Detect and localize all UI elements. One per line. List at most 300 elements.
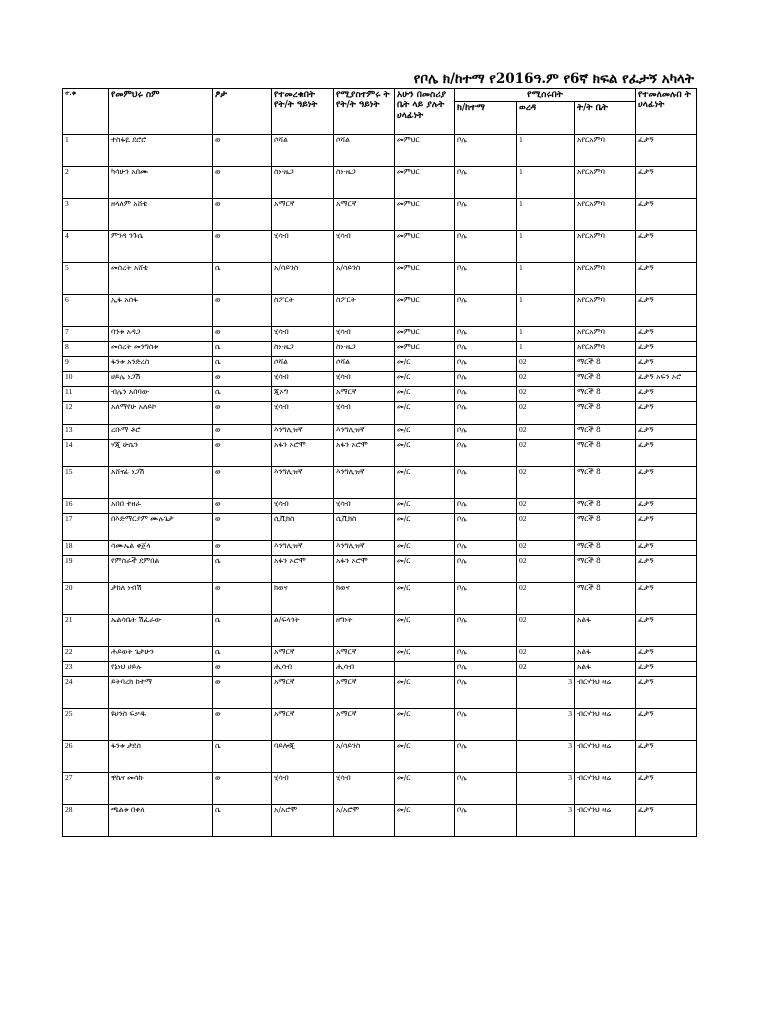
cell-no: 10 (63, 372, 109, 387)
cell-subcity: ቦሌ (455, 499, 517, 514)
cell-no: 11 (63, 387, 109, 402)
cell-current-role: መ/ር (395, 583, 455, 615)
cell-subcity: ቦሌ (455, 167, 517, 199)
cell-no: 28 (63, 805, 109, 837)
cell-school: ማርች 8 (575, 514, 636, 541)
table-row (63, 709, 697, 741)
cell-no: 8 (63, 342, 109, 357)
cell-trained-subject: እንግሊዝኛ (272, 541, 334, 556)
cell-teaching-subject: አ/ሳይንስ (334, 741, 395, 773)
assignment-table (62, 88, 697, 837)
cell-school: ማርች 8 (575, 357, 636, 372)
cell-woreda: 02 (517, 615, 575, 647)
cell-trained-subject: ሂሳብ (272, 372, 334, 387)
cell-school: ብርሃንህ ዛሬ (575, 709, 636, 741)
cell-assigned-role: ፈታኝ (636, 135, 697, 167)
table-row (63, 357, 697, 372)
cell-woreda: 02 (517, 440, 575, 467)
cell-name: መሰረት መንግስቱ (109, 342, 213, 357)
cell-assigned-role: ፈታኝ (636, 805, 697, 837)
table-row (63, 263, 697, 295)
cell-woreda: 1 (517, 263, 575, 295)
cell-current-role: መ/ር (395, 773, 455, 805)
cell-teaching-subject: ዘግነት (334, 615, 395, 647)
cell-teaching-subject: እንግሊዝኛ (334, 541, 395, 556)
cell-woreda: 02 (517, 647, 575, 662)
cell-current-role: መ/ር (395, 440, 455, 467)
table-row (63, 425, 697, 440)
cell-current-role: መ/ር (395, 499, 455, 514)
cell-school: ብርሃንህ ዛሬ (575, 677, 636, 709)
table-row (63, 583, 697, 615)
header-sex: ፆታ (213, 89, 272, 135)
cell-current-role: መ/ር (395, 647, 455, 662)
cell-woreda: 1 (517, 167, 575, 199)
cell-no: 15 (63, 467, 109, 499)
cell-current-role: መምህር (395, 263, 455, 295)
cell-name: ሳሙኤል ቀጄላ (109, 541, 213, 556)
header-name: የመምህሩ ስም (109, 89, 213, 135)
cell-sex: ወ (213, 402, 272, 425)
cell-sex: ሴ (213, 342, 272, 357)
cell-teaching-subject: አ/አሮሞ (334, 805, 395, 837)
cell-trained-subject: አፋን ኦሮሞ (272, 440, 334, 467)
cell-subcity: ቦሌ (455, 372, 517, 387)
cell-subcity: ቦሌ (455, 342, 517, 357)
cell-assigned-role: ፈታኝ (636, 499, 697, 514)
cell-assigned-role: ፈታኝ (636, 263, 697, 295)
cell-school: ብርሃንህ ዛሬ (575, 773, 636, 805)
cell-sex: ወ (213, 773, 272, 805)
cell-no: 14 (63, 440, 109, 467)
cell-trained-subject: ክወና (272, 583, 334, 615)
cell-current-role: መ/ር (395, 615, 455, 647)
cell-sex: ሴ (213, 387, 272, 402)
cell-sex: ወ (213, 199, 272, 231)
cell-school: አየርአምባ (575, 135, 636, 167)
table-row (63, 402, 697, 425)
table-row (63, 231, 697, 263)
cell-subcity: ቦሌ (455, 709, 517, 741)
cell-trained-subject: ሂሳብ (272, 327, 334, 342)
cell-name: ዘላለም አሸቴ (109, 199, 213, 231)
table-row (63, 387, 697, 402)
cell-woreda: 3 (517, 709, 575, 741)
cell-school: አልፋ (575, 662, 636, 677)
cell-sex: ወ (213, 499, 272, 514)
cell-subcity: ቦሌ (455, 741, 517, 773)
cell-name: ዋኬና መሳኩ (109, 773, 213, 805)
cell-trained-subject: አ/አሮሞ (272, 805, 334, 837)
cell-school: አልፋ (575, 615, 636, 647)
cell-no: 13 (63, 425, 109, 440)
cell-sex: ወ (213, 327, 272, 342)
cell-current-role: መ/ር (395, 741, 455, 773)
cell-subcity: ቦሌ (455, 425, 517, 440)
table-row (63, 199, 697, 231)
cell-trained-subject: ስነ-ዜጋ (272, 167, 334, 199)
cell-teaching-subject: ክወና (334, 583, 395, 615)
cell-sex: ሴ (213, 741, 272, 773)
cell-no: 16 (63, 499, 109, 514)
cell-current-role: መምህር (395, 231, 455, 263)
cell-teaching-subject: ስፖርት (334, 295, 395, 327)
cell-no: 2 (63, 167, 109, 199)
cell-trained-subject: ሂሳብ (272, 499, 334, 514)
cell-assigned-role: ፈታኝ (636, 387, 697, 402)
cell-current-role: መምህር (395, 199, 455, 231)
cell-no: 1 (63, 135, 109, 167)
cell-woreda: 3 (517, 805, 575, 837)
cell-name: ሕይወት ጌታሁን (109, 647, 213, 662)
header-woreda: ወረዳ (517, 102, 575, 135)
cell-subcity: ቦሌ (455, 387, 517, 402)
document-title: የቦሌ ክ/ከተማ የ2016ዓ.ም የ6ኛ ክፍል የፈታኝ አካላት (413, 71, 694, 87)
cell-no: 18 (63, 541, 109, 556)
cell-woreda: 02 (517, 387, 575, 402)
cell-no: 4 (63, 231, 109, 263)
cell-no: 21 (63, 615, 109, 647)
cell-assigned-role: ፈታኝ (636, 199, 697, 231)
header-school: ት/ት ቤት (575, 102, 636, 135)
cell-woreda: 1 (517, 327, 575, 342)
cell-trained-subject: ሂሳብ (272, 231, 334, 263)
cell-school: አየርአምባ (575, 199, 636, 231)
table-body (63, 135, 697, 837)
cell-current-role: መምህር (395, 342, 455, 357)
cell-no: 27 (63, 773, 109, 805)
cell-assigned-role: ፈታኝ አፍን ኦሮ (636, 372, 697, 387)
cell-no: 22 (63, 647, 109, 662)
cell-teaching-subject: ሂሳብ (334, 402, 395, 425)
cell-school: አየርአምባ (575, 263, 636, 295)
cell-name: ኤልሳቤት ሽፈራው (109, 615, 213, 647)
table-row (63, 440, 697, 467)
cell-subcity: ቦሌ (455, 615, 517, 647)
header-row (63, 89, 697, 102)
cell-teaching-subject: አ/ሳይንስ (334, 263, 395, 295)
cell-trained-subject: ል/ፍላጎት (272, 615, 334, 647)
cell-subcity: ቦሌ (455, 647, 517, 662)
cell-name: አለማየሁ አለይኮ (109, 402, 213, 425)
cell-sex: ሴ (213, 357, 272, 372)
cell-woreda: 02 (517, 583, 575, 615)
cell-teaching-subject: ሲቪክስ (334, 514, 395, 541)
cell-no: 19 (63, 556, 109, 583)
cell-school: ማርች 8 (575, 499, 636, 514)
cell-subcity: ቦሌ (455, 135, 517, 167)
cell-sex: ወ (213, 662, 272, 677)
header-assigned-role: የተመለመሉበ ት ሀላፊነት (636, 89, 697, 135)
cell-subcity: ቦሌ (455, 677, 517, 709)
cell-teaching-subject: ስነ-ዜጋ (334, 342, 395, 357)
cell-school: ማርች 8 (575, 541, 636, 556)
cell-woreda: 02 (517, 372, 575, 387)
cell-woreda: 3 (517, 741, 575, 773)
cell-trained-subject: ባይሎጂ (272, 741, 334, 773)
table-row (63, 499, 697, 514)
table-row (63, 467, 697, 499)
cell-sex: ወ (213, 440, 272, 467)
cell-no: 12 (63, 402, 109, 425)
cell-sex: ሴ (213, 556, 272, 583)
cell-name: ተስፋዬ ደሮሮ (109, 135, 213, 167)
cell-trained-subject: አማርኛ (272, 199, 334, 231)
cell-subcity: ቦሌ (455, 263, 517, 295)
cell-sex: ወ (213, 677, 272, 709)
cell-school: ማርች 8 (575, 387, 636, 402)
cell-subcity: ቦሌ (455, 514, 517, 541)
cell-no: 24 (63, 677, 109, 709)
cell-name: ሀይሌ ነጋሽ (109, 372, 213, 387)
table-row (63, 773, 697, 805)
cell-trained-subject: አማርኛ (272, 647, 334, 662)
cell-school: ማርች 8 (575, 556, 636, 583)
cell-teaching-subject: አማርኛ (334, 677, 395, 709)
cell-name: ባንቱ አዳጋ (109, 327, 213, 342)
cell-name: የኔነህ ሀይሉ (109, 662, 213, 677)
cell-current-role: መምህር (395, 167, 455, 199)
cell-teaching-subject: እንግሊዝኛ (334, 425, 395, 440)
cell-current-role: መ/ር (395, 709, 455, 741)
table-row (63, 541, 697, 556)
cell-assigned-role: ፈታኝ (636, 402, 697, 425)
cell-trained-subject: ስነ-ዜጋ (272, 342, 334, 357)
cell-trained-subject: አማርኛ (272, 677, 334, 709)
table-row (63, 135, 697, 167)
table-row (63, 741, 697, 773)
cell-woreda: 1 (517, 231, 575, 263)
cell-current-role: መ/ር (395, 402, 455, 425)
cell-trained-subject: ጂኦግ (272, 387, 334, 402)
cell-assigned-role: ፈታኝ (636, 167, 697, 199)
cell-teaching-subject: ሒሳብ (334, 662, 395, 677)
cell-current-role: መ/ር (395, 556, 455, 583)
cell-woreda: 02 (517, 425, 575, 440)
cell-name: ዩሀንስ ፍቃዱ (109, 709, 213, 741)
cell-sex: ሴ (213, 805, 272, 837)
cell-no: 23 (63, 662, 109, 677)
cell-trained-subject: ሶሻል (272, 357, 334, 372)
cell-no: 6 (63, 295, 109, 327)
cell-trained-subject: ሂሳብ (272, 402, 334, 425)
cell-woreda: 3 (517, 773, 575, 805)
cell-teaching-subject: ሂሳብ (334, 231, 395, 263)
cell-sex: ሴ (213, 615, 272, 647)
cell-subcity: ቦሌ (455, 199, 517, 231)
cell-assigned-role: ፈታኝ (636, 647, 697, 662)
cell-assigned-role: ፈታኝ (636, 440, 697, 467)
cell-subcity: ቦሌ (455, 805, 517, 837)
cell-school: አልፋ (575, 647, 636, 662)
cell-teaching-subject: አማርኛ (334, 647, 395, 662)
cell-assigned-role: ፈታኝ (636, 741, 697, 773)
table-row (63, 615, 697, 647)
cell-teaching-subject: ሂሳብ (334, 372, 395, 387)
cell-woreda: 1 (517, 295, 575, 327)
cell-trained-subject: ሲቪክስ (272, 514, 334, 541)
cell-teaching-subject: አማርኛ (334, 709, 395, 741)
cell-no: 25 (63, 709, 109, 741)
cell-sex: ወ (213, 167, 272, 199)
cell-subcity: ቦሌ (455, 327, 517, 342)
cell-subcity: ቦሌ (455, 773, 517, 805)
table-row (63, 647, 697, 662)
cell-no: 9 (63, 357, 109, 372)
cell-assigned-role: ፈታኝ (636, 556, 697, 583)
cell-name: ምንዳ ንጉሴ (109, 231, 213, 263)
cell-school: ማርች 8 (575, 467, 636, 499)
cell-teaching-subject: አፋን ኦሮሞ (334, 556, 395, 583)
cell-woreda: 1 (517, 135, 575, 167)
cell-sex: ወ (213, 583, 272, 615)
cell-assigned-role: ፈታኝ (636, 357, 697, 372)
cell-school: አየርአምባ (575, 327, 636, 342)
cell-name: ጫልቱ በቀለ (109, 805, 213, 837)
cell-current-role: መ/ር (395, 514, 455, 541)
cell-subcity: ቦሌ (455, 402, 517, 425)
cell-teaching-subject: ሂሳብ (334, 499, 395, 514)
cell-current-role: መምህር (395, 135, 455, 167)
table-row (63, 514, 697, 541)
cell-teaching-subject: ሶሻል (334, 357, 395, 372)
cell-teaching-subject: አፋን ኦሮሞ (334, 440, 395, 467)
cell-school: ማርች 8 (575, 440, 636, 467)
cell-trained-subject: ሂሳብ (272, 773, 334, 805)
cell-school: አየርአምባ (575, 231, 636, 263)
cell-teaching-subject: ሂሳብ (334, 773, 395, 805)
cell-teaching-subject: አማርኛ (334, 387, 395, 402)
cell-trained-subject: እንግሊዝኛ (272, 425, 334, 440)
cell-assigned-role: ፈታኝ (636, 514, 697, 541)
cell-school: አየርአምባ (575, 295, 636, 327)
cell-subcity: ቦሌ (455, 556, 517, 583)
cell-sex: ወ (213, 372, 272, 387)
cell-name: ፋንቱ አንድረስ (109, 357, 213, 372)
cell-sex: ወ (213, 295, 272, 327)
cell-teaching-subject: ሶሻል (334, 135, 395, 167)
cell-current-role: መ/ር (395, 387, 455, 402)
cell-name: በእድማርያም ሙሉጌታ (109, 514, 213, 541)
cell-current-role: መ/ር (395, 467, 455, 499)
header-trained-subject: የተመረቁበት የት/ት ዓይነት (272, 89, 334, 135)
cell-name: መሰረት አሸቴ (109, 263, 213, 295)
cell-woreda: 3 (517, 677, 575, 709)
cell-teaching-subject: አማርኛ (334, 199, 395, 231)
cell-sex: ወ (213, 135, 272, 167)
cell-name: ረቡማ ቶሮ (109, 425, 213, 440)
cell-school: ማርች 8 (575, 372, 636, 387)
cell-name: አበበ ተዘራ (109, 499, 213, 514)
cell-subcity: ቦሌ (455, 467, 517, 499)
cell-teaching-subject: እንግሊዝኛ (334, 467, 395, 499)
cell-school: ብርሃንህ ዛሬ (575, 741, 636, 773)
cell-sex: ወ (213, 425, 272, 440)
cell-sex: ወ (213, 709, 272, 741)
cell-no: 5 (63, 263, 109, 295)
table-row (63, 677, 697, 709)
cell-school: ማርች 8 (575, 583, 636, 615)
cell-trained-subject: ሒሳብ (272, 662, 334, 677)
cell-no: 7 (63, 327, 109, 342)
cell-woreda: 02 (517, 514, 575, 541)
cell-current-role: መ/ር (395, 425, 455, 440)
cell-name: የምስራች ደምበል (109, 556, 213, 583)
cell-current-role (395, 662, 455, 677)
header-teaching-subject: የሚያስተምሩ ት የት/ት ዓይነት (334, 89, 395, 135)
header-current-role: አሁን በመስሪያ ቤት ላይ ያሉት ሀላፊነት (395, 89, 455, 135)
cell-assigned-role: ፈታኝ (636, 615, 697, 647)
cell-teaching-subject: ስነ-ዜጋ (334, 167, 395, 199)
cell-no: 17 (63, 514, 109, 541)
cell-woreda: 1 (517, 199, 575, 231)
cell-trained-subject: አፋን ኦሮሞ (272, 556, 334, 583)
cell-sex: ወ (213, 514, 272, 541)
cell-no: 26 (63, 741, 109, 773)
cell-trained-subject: እንግሊዝኛ (272, 467, 334, 499)
cell-current-role: መ/ር (395, 372, 455, 387)
cell-sex: ሴ (213, 263, 272, 295)
table-row (63, 372, 697, 387)
cell-school: ማርች 8 (575, 425, 636, 440)
table-row (63, 556, 697, 583)
cell-trained-subject: አማርኛ (272, 709, 334, 741)
cell-name: ይትባረክ ከተማ (109, 677, 213, 709)
cell-subcity: ቦሌ (455, 295, 517, 327)
cell-subcity: ቦሌ (455, 440, 517, 467)
cell-current-role: መምህር (395, 327, 455, 342)
cell-name: ካሳሁን አበሙ (109, 167, 213, 199)
cell-woreda: 02 (517, 467, 575, 499)
cell-name: ታከለ ነብሽ (109, 583, 213, 615)
table-row (63, 295, 697, 327)
cell-name: ሃጂ ሁሴን (109, 440, 213, 467)
cell-assigned-role: ፈታኝ (636, 773, 697, 805)
cell-woreda: 1 (517, 342, 575, 357)
cell-name: አሸናፊ ነጋሽ (109, 467, 213, 499)
cell-name: ብሌን አበባው (109, 387, 213, 402)
cell-trained-subject: ሶሻል (272, 135, 334, 167)
cell-assigned-role: ፈታኝ (636, 662, 697, 677)
cell-assigned-role: ፈታኝ (636, 467, 697, 499)
cell-assigned-role: ፈታኝ (636, 541, 697, 556)
header-subcity: ክ/ከተማ (455, 102, 517, 135)
cell-trained-subject: አ/ሳይንስ (272, 263, 334, 295)
cell-name: ኢፋ አሰፋ (109, 295, 213, 327)
table-row (63, 327, 697, 342)
cell-assigned-role: ፈታኝ (636, 231, 697, 263)
cell-current-role: መ/ር (395, 357, 455, 372)
cell-school: ማርች 8 (575, 402, 636, 425)
cell-school: አየርአምባ (575, 342, 636, 357)
cell-subcity: ቦሌ (455, 583, 517, 615)
cell-name: ፋንቱ ታደሰ (109, 741, 213, 773)
cell-sex: ወ (213, 467, 272, 499)
table-row (63, 167, 697, 199)
table-row (63, 662, 697, 677)
cell-current-role: መ/ር (395, 541, 455, 556)
cell-current-role: መ/ር (395, 805, 455, 837)
cell-current-role: መምህር (395, 295, 455, 327)
cell-school: ብርሃንህ ዛሬ (575, 805, 636, 837)
cell-woreda: 02 (517, 402, 575, 425)
cell-sex: ወ (213, 231, 272, 263)
cell-no: 20 (63, 583, 109, 615)
cell-assigned-role: ፈታኝ (636, 295, 697, 327)
cell-assigned-role: ፈታኝ (636, 677, 697, 709)
cell-assigned-role: ፈታኝ (636, 583, 697, 615)
cell-sex: ሴ (213, 647, 272, 662)
